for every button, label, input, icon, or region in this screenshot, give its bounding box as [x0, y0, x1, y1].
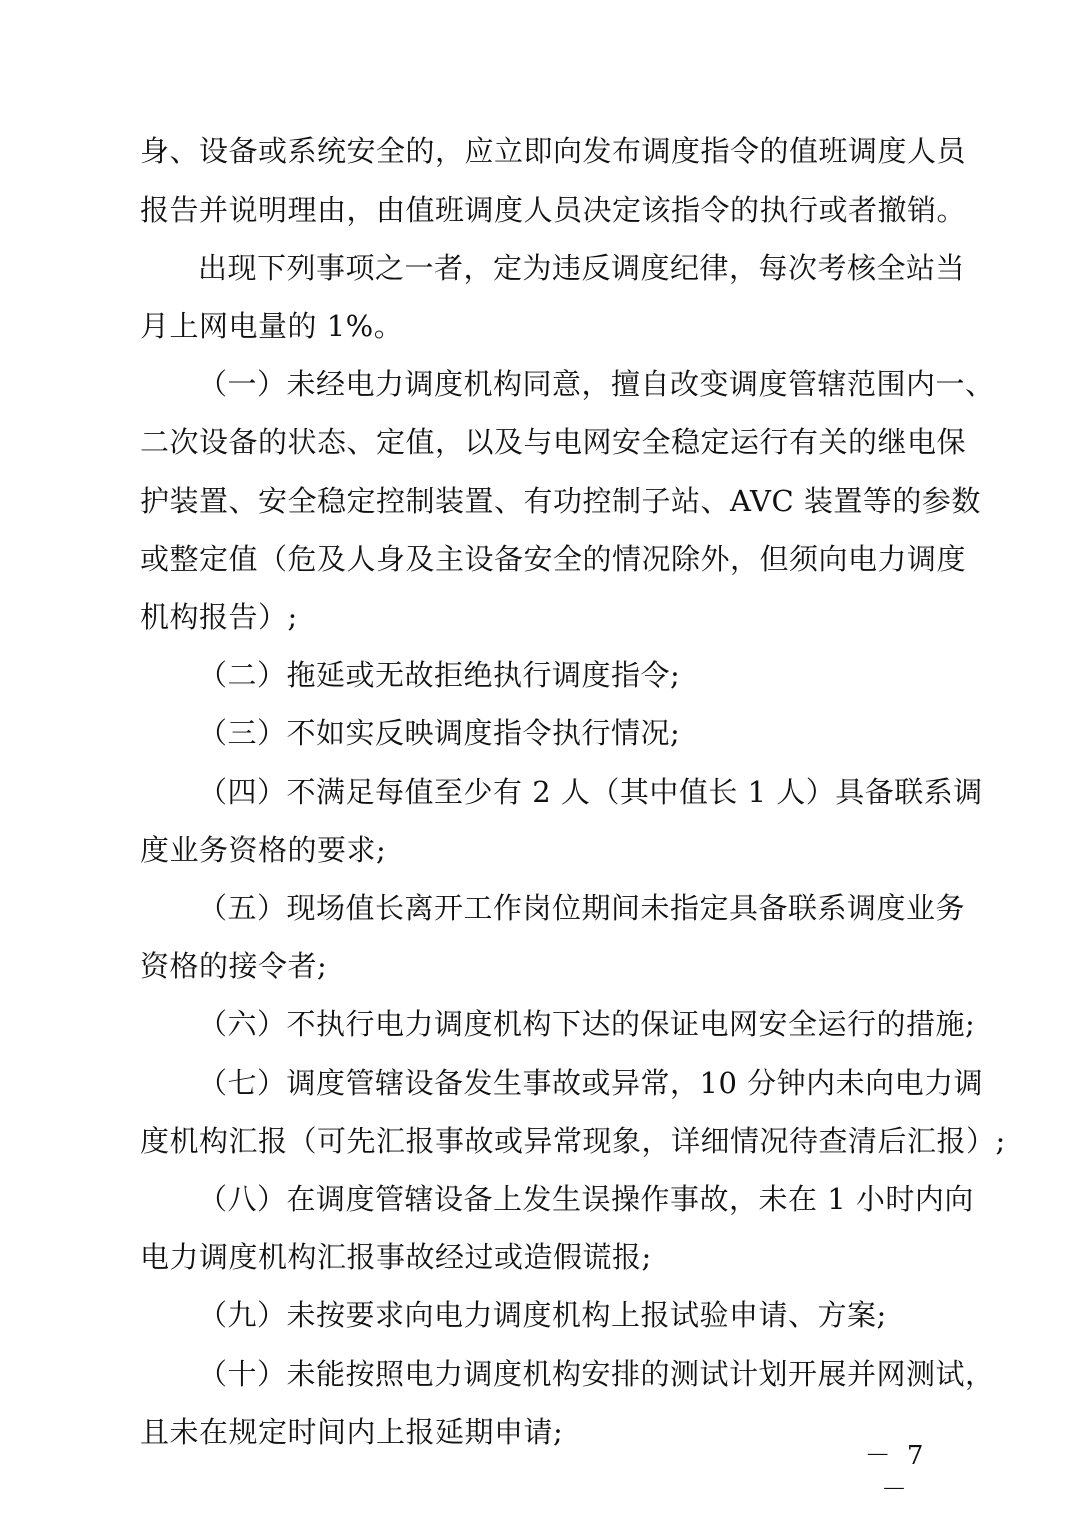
text-line-3: 出现下列事项之一者，定为违反调度纪律，每次考核全站当 — [198, 251, 966, 285]
text-line-1: 身、设备或系统安全的，应立即向发布调度指令的值班调度人员 — [140, 134, 967, 168]
text-line-17: （七）调度管辖设备发生事故或异常，10 分钟内未向电力调 — [198, 1066, 984, 1100]
text-line-22: （十）未能按照电力调度机构安排的测试计划开展并网测试， — [198, 1357, 995, 1391]
text-line-21: （九）未按要求向电力调度机构上报试验申请、方案; — [198, 1298, 887, 1332]
text-line-18: 度机构汇报（可先汇报事故或异常现象，详细情况待查清后汇报）; — [140, 1124, 1006, 1158]
text-line-19: （八）在调度管辖设备上发生误操作事故，未在 1 小时内向 — [198, 1182, 974, 1216]
text-line-15: 资格的接令者; — [140, 949, 328, 983]
text-line-12: （四）不满足每值至少有 2 人（其中值长 1 人）具备联系调 — [198, 775, 983, 809]
text-line-20: 电力调度机构汇报事故经过或造假谎报; — [140, 1240, 652, 1274]
text-line-7: 护装置、安全稳定控制装置、有功控制子站、AVC 装置等的参数 — [140, 484, 981, 518]
text-line-10: （二）拖延或无故拒绝执行调度指令; — [198, 658, 681, 692]
text-line-23: 且未在规定时间内上报延期申请; — [140, 1415, 564, 1449]
text-line-6: 二次设备的状态、定值，以及与电网安全稳定运行有关的继电保 — [140, 425, 967, 459]
text-line-4: 月上网电量的 1%。 — [140, 309, 404, 343]
text-line-8: 或整定值（危及人身及主设备安全的情况除外，但须向电力调度 — [140, 542, 967, 576]
text-line-13: 度业务资格的要求; — [140, 833, 387, 867]
page-number: － 7 － — [864, 1441, 928, 1505]
text-line-16: （六）不执行电力调度机构下达的保证电网安全运行的措施; — [198, 1007, 976, 1041]
text-line-2: 报告并说明理由，由值班调度人员决定该指令的执行或者撤销。 — [140, 193, 967, 227]
text-line-9: 机构报告）; — [140, 600, 298, 634]
text-line-5: （一）未经电力调度机构同意，擅自改变调度管辖范围内一、 — [198, 367, 995, 401]
text-line-11: （三）不如实反映调度指令执行情况; — [198, 716, 681, 750]
text-line-14: （五）现场值长离开工作岗位期间未指定具备联系调度业务 — [198, 891, 966, 925]
